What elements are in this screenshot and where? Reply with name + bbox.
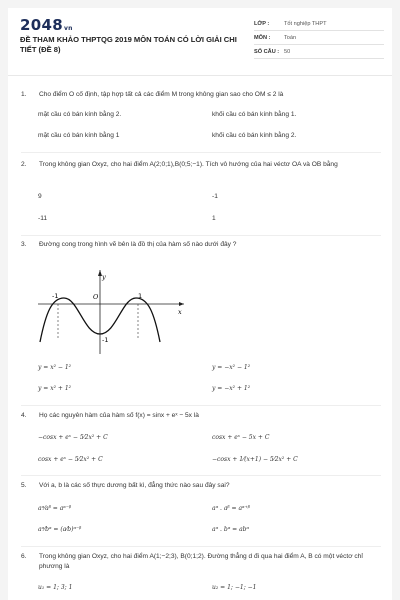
question-text: Cho điểm O cố định, tập hợp tất cả các điểm M trong không gian sao cho OM ≤ 2 là	[39, 91, 284, 98]
question-divider	[21, 152, 381, 153]
tick-label-left: -1	[52, 292, 59, 300]
x-axis-arrow	[179, 302, 184, 306]
question-text: Họ các nguyên hàm của hàm số f(x) = sinx + eˣ − 5x là	[39, 412, 199, 419]
question-number: 4.	[21, 412, 27, 419]
option-a[interactable]: u₁ = 1; 3; 1	[38, 584, 73, 591]
question-divider	[21, 235, 381, 236]
y-axis-label: y	[102, 273, 106, 281]
question-number: 1.	[21, 91, 27, 98]
option-b[interactable]: u₂ = 1; −1; −1	[212, 584, 257, 591]
option-b[interactable]: y = −x² − 1²	[212, 364, 251, 371]
question-divider	[21, 546, 381, 547]
header-divider	[8, 75, 392, 76]
option-c[interactable]: cosx + eˣ − 5⁄2x² + C	[38, 456, 103, 463]
option-d[interactable]: y = −x² + 1²	[212, 385, 251, 392]
info-value: 50	[284, 48, 291, 55]
question-number: 6.	[21, 553, 27, 560]
question-number: 2.	[21, 161, 27, 168]
question-number: 5.	[21, 482, 27, 489]
tick-label-bottom: -1	[102, 336, 109, 344]
document-header	[8, 8, 392, 66]
question-text: Đường cong trong hình vẽ bên là đồ thị của hàm số nào dưới đây ?	[39, 241, 237, 248]
x-axis-label: x	[178, 308, 182, 316]
option-b[interactable]: -1	[212, 193, 218, 200]
question-text: Trong không gian Oxyz, cho hai điểm A(2;0;1),B(0;5;−1). Tích vô hướng của hai véctơ OA và OB bằng	[39, 161, 338, 168]
info-label: LỚP :	[254, 20, 270, 27]
info-value: Tốt nghiệp THPT	[284, 20, 327, 27]
option-a[interactable]: 9	[38, 193, 42, 200]
option-b[interactable]: khối cầu có bán kính bằng 1.	[212, 111, 297, 118]
info-label: SỐ CÂU :	[254, 48, 280, 55]
info-row-subject	[254, 31, 384, 45]
option-a[interactable]: −cosx + eˣ − 5⁄2x² + C	[38, 434, 108, 441]
document-title: ĐỀ THAM KHẢO THPTQG 2019 MÔN TOÁN CÓ LỜI GIẢI CHI TIẾT (ĐỀ 8)	[20, 35, 237, 54]
question-text: Trong không gian Oxyz, cho hai điểm A(1;−2;3), B(0;1;2). Đường thẳng d đi qua hai điểm A, B có một véctơ chỉ phương là	[39, 553, 363, 570]
option-d[interactable]: khối cầu có bán kính bằng 2.	[212, 132, 297, 139]
info-value: Toán	[284, 34, 297, 41]
function-graph	[38, 270, 188, 354]
option-d[interactable]: −cosx + 1⁄(x+1) − 5⁄2x² + C	[212, 456, 298, 463]
question-divider	[21, 405, 381, 406]
option-d[interactable]: aᵅ . bᵅ = abᵅ	[212, 526, 250, 533]
option-c[interactable]: mặt cầu có bán kính bằng 1	[38, 132, 120, 139]
origin-label: O	[93, 293, 99, 301]
question-text: Với a, b là các số thực dương bất kì, đẳng thức nào sau đây sai?	[39, 482, 230, 489]
option-c[interactable]: aᵅ⁄bᵅ = (a⁄b)ᵅ⁻ᵝ	[38, 526, 82, 533]
option-d[interactable]: 1	[212, 215, 216, 222]
option-a[interactable]: y = x² − 1²	[38, 364, 72, 371]
info-row-count	[254, 45, 384, 59]
option-c[interactable]: -11	[38, 215, 48, 222]
document-page	[8, 8, 392, 600]
info-row-class	[254, 17, 384, 31]
option-b[interactable]: aᵅ . aᵝ = aᵅ⁺ᵝ	[212, 505, 250, 512]
option-c[interactable]: y = x² + 1²	[38, 385, 72, 392]
info-label: MÔN :	[254, 34, 271, 41]
option-b[interactable]: cosx + eˣ − 5x + C	[212, 434, 270, 441]
tick-label-right: 1	[138, 292, 143, 300]
site-logo[interactable]: 2048vn	[20, 16, 73, 34]
option-a[interactable]: mặt cầu có bán kính bằng 2.	[38, 111, 122, 118]
option-a[interactable]: aᵅ⁄aᵝ = aᵅ⁻ᵝ	[38, 505, 72, 512]
question-number: 3.	[21, 241, 27, 248]
question-divider	[21, 475, 381, 476]
document-info	[254, 17, 384, 59]
